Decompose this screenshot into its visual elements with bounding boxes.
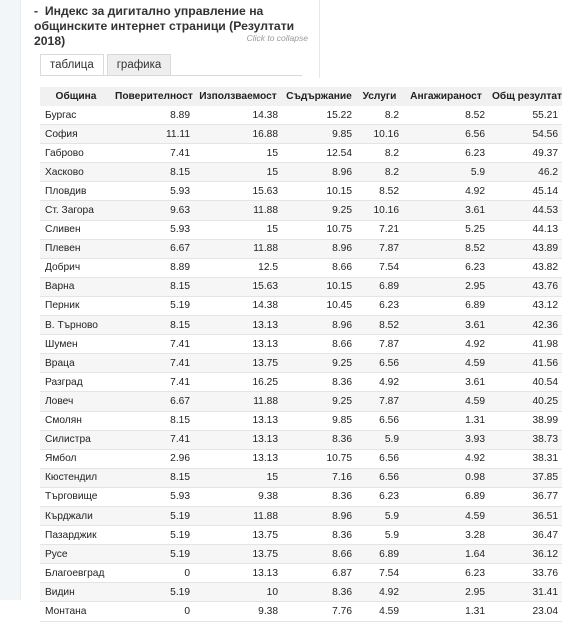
content-cell: 10.15 (282, 182, 356, 201)
services-cell: 6.23 (356, 296, 403, 315)
header-municipality[interactable]: Община (40, 87, 112, 106)
table-row (40, 430, 562, 449)
privacy-cell: 7.41 (112, 354, 194, 373)
header-usability[interactable]: Използваемост (194, 87, 282, 106)
municipality-cell: Монтана (40, 602, 112, 621)
table-row (40, 163, 562, 182)
total-score-cell: 54.56 (489, 125, 562, 144)
table-row (40, 354, 562, 373)
privacy-cell: 5.19 (112, 526, 194, 545)
privacy-cell: 5.19 (112, 545, 194, 564)
municipality-cell: Сливен (40, 220, 112, 239)
content-cell: 8.36 (282, 373, 356, 392)
view-tabs (40, 54, 171, 76)
table-row (40, 602, 562, 621)
widget-title-text: Индекс за дигитално управление на общинските интернет страници (Резултати 2018) (34, 4, 295, 48)
usability-cell: 13.75 (194, 545, 282, 564)
privacy-cell: 5.19 (112, 296, 194, 315)
services-cell: 4.92 (356, 583, 403, 602)
content-cell: 10.75 (282, 220, 356, 239)
services-cell: 6.56 (356, 411, 403, 430)
total-score-cell: 55.21 (489, 106, 562, 125)
engagement-cell: 5.25 (403, 220, 489, 239)
table-row (40, 373, 562, 392)
table-row (40, 125, 562, 144)
municipality-cell: Силистра (40, 430, 112, 449)
content-cell: 10.75 (282, 449, 356, 468)
services-cell: 5.9 (356, 506, 403, 525)
services-cell: 7.87 (356, 392, 403, 411)
municipality-cell: Пловдив (40, 182, 112, 201)
total-score-cell: 43.89 (489, 239, 562, 258)
table-header-row (40, 87, 562, 106)
content-cell: 9.25 (282, 354, 356, 373)
engagement-cell: 0.98 (403, 468, 489, 487)
total-score-cell: 31.41 (489, 583, 562, 602)
content-cell: 7.76 (282, 602, 356, 621)
usability-cell: 9.38 (194, 602, 282, 621)
engagement-cell: 2.95 (403, 583, 489, 602)
municipality-cell: В. Търново (40, 316, 112, 335)
content-cell: 8.36 (282, 526, 356, 545)
services-cell: 8.2 (356, 163, 403, 182)
engagement-cell: 4.92 (403, 335, 489, 354)
engagement-cell: 4.92 (403, 449, 489, 468)
privacy-cell: 5.93 (112, 487, 194, 506)
total-score-cell: 38.31 (489, 449, 562, 468)
services-cell: 10.16 (356, 125, 403, 144)
usability-cell: 12.5 (194, 258, 282, 277)
total-score-cell: 36.47 (489, 526, 562, 545)
engagement-cell: 6.23 (403, 258, 489, 277)
usability-cell: 14.38 (194, 106, 282, 125)
usability-cell: 11.88 (194, 392, 282, 411)
usability-cell: 13.13 (194, 335, 282, 354)
header-content[interactable]: Съдържание (282, 87, 356, 106)
usability-cell: 15 (194, 144, 282, 163)
privacy-cell: 0 (112, 564, 194, 583)
services-cell: 8.2 (356, 106, 403, 125)
privacy-cell: 8.15 (112, 277, 194, 296)
municipality-cell: София (40, 125, 112, 144)
services-cell: 6.89 (356, 545, 403, 564)
usability-cell: 15 (194, 468, 282, 487)
usability-cell: 11.88 (194, 239, 282, 258)
results-table (40, 87, 562, 622)
engagement-cell: 4.92 (403, 182, 489, 201)
municipality-cell: Ловеч (40, 392, 112, 411)
engagement-cell: 2.95 (403, 277, 489, 296)
services-cell: 7.54 (356, 258, 403, 277)
left-sidebar-strip (0, 0, 21, 600)
usability-cell: 11.88 (194, 506, 282, 525)
total-score-cell: 45.14 (489, 182, 562, 201)
privacy-cell: 11.11 (112, 125, 194, 144)
table-row (40, 564, 562, 583)
engagement-cell: 3.93 (403, 430, 489, 449)
total-score-cell: 43.76 (489, 277, 562, 296)
content-cell: 8.96 (282, 506, 356, 525)
engagement-cell: 1.64 (403, 545, 489, 564)
total-score-cell: 23.04 (489, 602, 562, 621)
table-row (40, 144, 562, 163)
municipality-cell: Бургас (40, 106, 112, 125)
table-row (40, 506, 562, 525)
engagement-cell: 8.52 (403, 239, 489, 258)
privacy-cell: 7.41 (112, 373, 194, 392)
engagement-cell: 4.59 (403, 354, 489, 373)
municipality-cell: Смолян (40, 411, 112, 430)
services-cell: 4.59 (356, 602, 403, 621)
table-row (40, 258, 562, 277)
usability-cell: 13.13 (194, 449, 282, 468)
content-cell: 10.45 (282, 296, 356, 315)
privacy-cell: 8.15 (112, 411, 194, 430)
table-row (40, 526, 562, 545)
total-score-cell: 44.53 (489, 201, 562, 220)
table-row (40, 545, 562, 564)
municipality-cell: Габрово (40, 144, 112, 163)
total-score-cell: 33.76 (489, 564, 562, 583)
header-privacy[interactable]: Поверителност (112, 87, 194, 106)
services-cell: 5.9 (356, 430, 403, 449)
privacy-cell: 7.41 (112, 430, 194, 449)
services-cell: 6.89 (356, 277, 403, 296)
table-row (40, 106, 562, 125)
services-cell: 8.2 (356, 144, 403, 163)
services-cell: 10.16 (356, 201, 403, 220)
table-row (40, 392, 562, 411)
content-cell: 9.25 (282, 392, 356, 411)
privacy-cell: 6.67 (112, 239, 194, 258)
table-row (40, 411, 562, 430)
municipality-cell: Ст. Загора (40, 201, 112, 220)
content-cell: 12.54 (282, 144, 356, 163)
total-score-cell: 44.13 (489, 220, 562, 239)
municipality-cell: Шумен (40, 335, 112, 354)
services-cell: 5.9 (356, 526, 403, 545)
total-score-cell: 38.99 (489, 411, 562, 430)
privacy-cell: 5.19 (112, 583, 194, 602)
usability-cell: 11.88 (194, 201, 282, 220)
widget-panel (28, 0, 310, 49)
services-cell: 6.56 (356, 449, 403, 468)
municipality-cell: Кърджали (40, 506, 112, 525)
collapse-dash[interactable]: - (34, 4, 39, 18)
table-row (40, 201, 562, 220)
privacy-cell: 6.67 (112, 392, 194, 411)
content-cell: 6.87 (282, 564, 356, 583)
total-score-cell: 40.25 (489, 392, 562, 411)
content-cell: 8.36 (282, 430, 356, 449)
municipality-cell: Перник (40, 296, 112, 315)
engagement-cell: 6.23 (403, 144, 489, 163)
content-cell: 8.66 (282, 545, 356, 564)
content-cell: 9.85 (282, 411, 356, 430)
municipality-cell: Пазарджик (40, 526, 112, 545)
municipality-cell: Добрич (40, 258, 112, 277)
engagement-cell: 5.9 (403, 163, 489, 182)
privacy-cell: 9.63 (112, 201, 194, 220)
usability-cell: 15 (194, 163, 282, 182)
usability-cell: 13.13 (194, 411, 282, 430)
engagement-cell: 3.61 (403, 316, 489, 335)
content-cell: 8.96 (282, 163, 356, 182)
usability-cell: 13.13 (194, 564, 282, 583)
table-row (40, 335, 562, 354)
engagement-cell: 6.56 (403, 125, 489, 144)
content-cell: 8.66 (282, 258, 356, 277)
total-score-cell: 36.77 (489, 487, 562, 506)
tab-table[interactable]: таблица (40, 54, 104, 75)
usability-cell: 13.75 (194, 526, 282, 545)
services-cell: 6.56 (356, 354, 403, 373)
services-cell: 7.87 (356, 335, 403, 354)
municipality-cell: Благоевград (40, 564, 112, 583)
content-cell: 8.36 (282, 583, 356, 602)
privacy-cell: 8.15 (112, 316, 194, 335)
table-row (40, 220, 562, 239)
services-cell: 7.87 (356, 239, 403, 258)
municipality-cell: Варна (40, 277, 112, 296)
privacy-cell: 0 (112, 602, 194, 621)
engagement-cell: 1.31 (403, 602, 489, 621)
content-cell: 8.36 (282, 487, 356, 506)
privacy-cell: 7.41 (112, 144, 194, 163)
table-row (40, 316, 562, 335)
services-cell: 7.54 (356, 564, 403, 583)
total-score-cell: 43.82 (489, 258, 562, 277)
usability-cell: 13.75 (194, 354, 282, 373)
municipality-cell: Враца (40, 354, 112, 373)
engagement-cell: 3.28 (403, 526, 489, 545)
content-cell: 15.22 (282, 106, 356, 125)
content-cell: 8.96 (282, 239, 356, 258)
collapse-hint[interactable]: Click to collapse (246, 33, 308, 43)
engagement-cell: 1.31 (403, 411, 489, 430)
services-cell: 8.52 (356, 316, 403, 335)
usability-cell: 13.13 (194, 430, 282, 449)
privacy-cell: 2.96 (112, 449, 194, 468)
usability-cell: 16.25 (194, 373, 282, 392)
services-cell: 6.56 (356, 468, 403, 487)
tab-chart[interactable]: графика (107, 54, 172, 75)
content-cell: 8.96 (282, 316, 356, 335)
municipality-cell: Хасково (40, 163, 112, 182)
usability-cell: 10 (194, 583, 282, 602)
total-score-cell: 36.12 (489, 545, 562, 564)
total-score-cell: 36.51 (489, 506, 562, 525)
table-row (40, 487, 562, 506)
header-engagement[interactable]: Ангажираност (403, 87, 489, 106)
municipality-cell: Русе (40, 545, 112, 564)
usability-cell: 15 (194, 220, 282, 239)
total-score-cell: 42.36 (489, 316, 562, 335)
services-cell: 7.21 (356, 220, 403, 239)
total-score-cell: 40.54 (489, 373, 562, 392)
table-row (40, 468, 562, 487)
usability-cell: 14.38 (194, 296, 282, 315)
engagement-cell: 4.59 (403, 392, 489, 411)
privacy-cell: 8.15 (112, 163, 194, 182)
usability-cell: 15.63 (194, 182, 282, 201)
engagement-cell: 3.61 (403, 373, 489, 392)
services-cell: 4.92 (356, 373, 403, 392)
content-cell: 7.16 (282, 468, 356, 487)
usability-cell: 9.38 (194, 487, 282, 506)
engagement-cell: 8.52 (403, 106, 489, 125)
privacy-cell: 8.15 (112, 468, 194, 487)
engagement-cell: 4.59 (403, 506, 489, 525)
widget-divider (319, 0, 320, 78)
header-services[interactable]: Услуги (356, 87, 403, 106)
engagement-cell: 6.89 (403, 296, 489, 315)
privacy-cell: 5.93 (112, 182, 194, 201)
privacy-cell: 5.93 (112, 220, 194, 239)
table-row (40, 449, 562, 468)
engagement-cell: 6.89 (403, 487, 489, 506)
total-score-cell: 46.2 (489, 163, 562, 182)
privacy-cell: 8.89 (112, 258, 194, 277)
table-row (40, 583, 562, 602)
usability-cell: 16.88 (194, 125, 282, 144)
header-total-score[interactable]: Общ резултат (489, 87, 562, 106)
engagement-cell: 6.23 (403, 564, 489, 583)
table-row (40, 182, 562, 201)
municipality-cell: Плевен (40, 239, 112, 258)
table-row (40, 296, 562, 315)
municipality-cell: Ямбол (40, 449, 112, 468)
usability-cell: 13.13 (194, 316, 282, 335)
privacy-cell: 8.89 (112, 106, 194, 125)
content-cell: 9.85 (282, 125, 356, 144)
total-score-cell: 41.98 (489, 335, 562, 354)
total-score-cell: 41.56 (489, 354, 562, 373)
privacy-cell: 5.19 (112, 506, 194, 525)
total-score-cell: 43.12 (489, 296, 562, 315)
table-row (40, 277, 562, 296)
total-score-cell: 49.37 (489, 144, 562, 163)
municipality-cell: Търговище (40, 487, 112, 506)
results-table-container (40, 87, 562, 622)
content-cell: 10.15 (282, 277, 356, 296)
privacy-cell: 7.41 (112, 335, 194, 354)
municipality-cell: Кюстендил (40, 468, 112, 487)
table-row (40, 239, 562, 258)
services-cell: 6.23 (356, 487, 403, 506)
table-body (40, 106, 562, 621)
usability-cell: 15.63 (194, 277, 282, 296)
municipality-cell: Разград (40, 373, 112, 392)
services-cell: 8.52 (356, 182, 403, 201)
engagement-cell: 3.61 (403, 201, 489, 220)
municipality-cell: Видин (40, 583, 112, 602)
total-score-cell: 37.85 (489, 468, 562, 487)
tabs-underline (40, 75, 302, 76)
content-cell: 8.66 (282, 335, 356, 354)
content-cell: 9.25 (282, 201, 356, 220)
total-score-cell: 38.73 (489, 430, 562, 449)
